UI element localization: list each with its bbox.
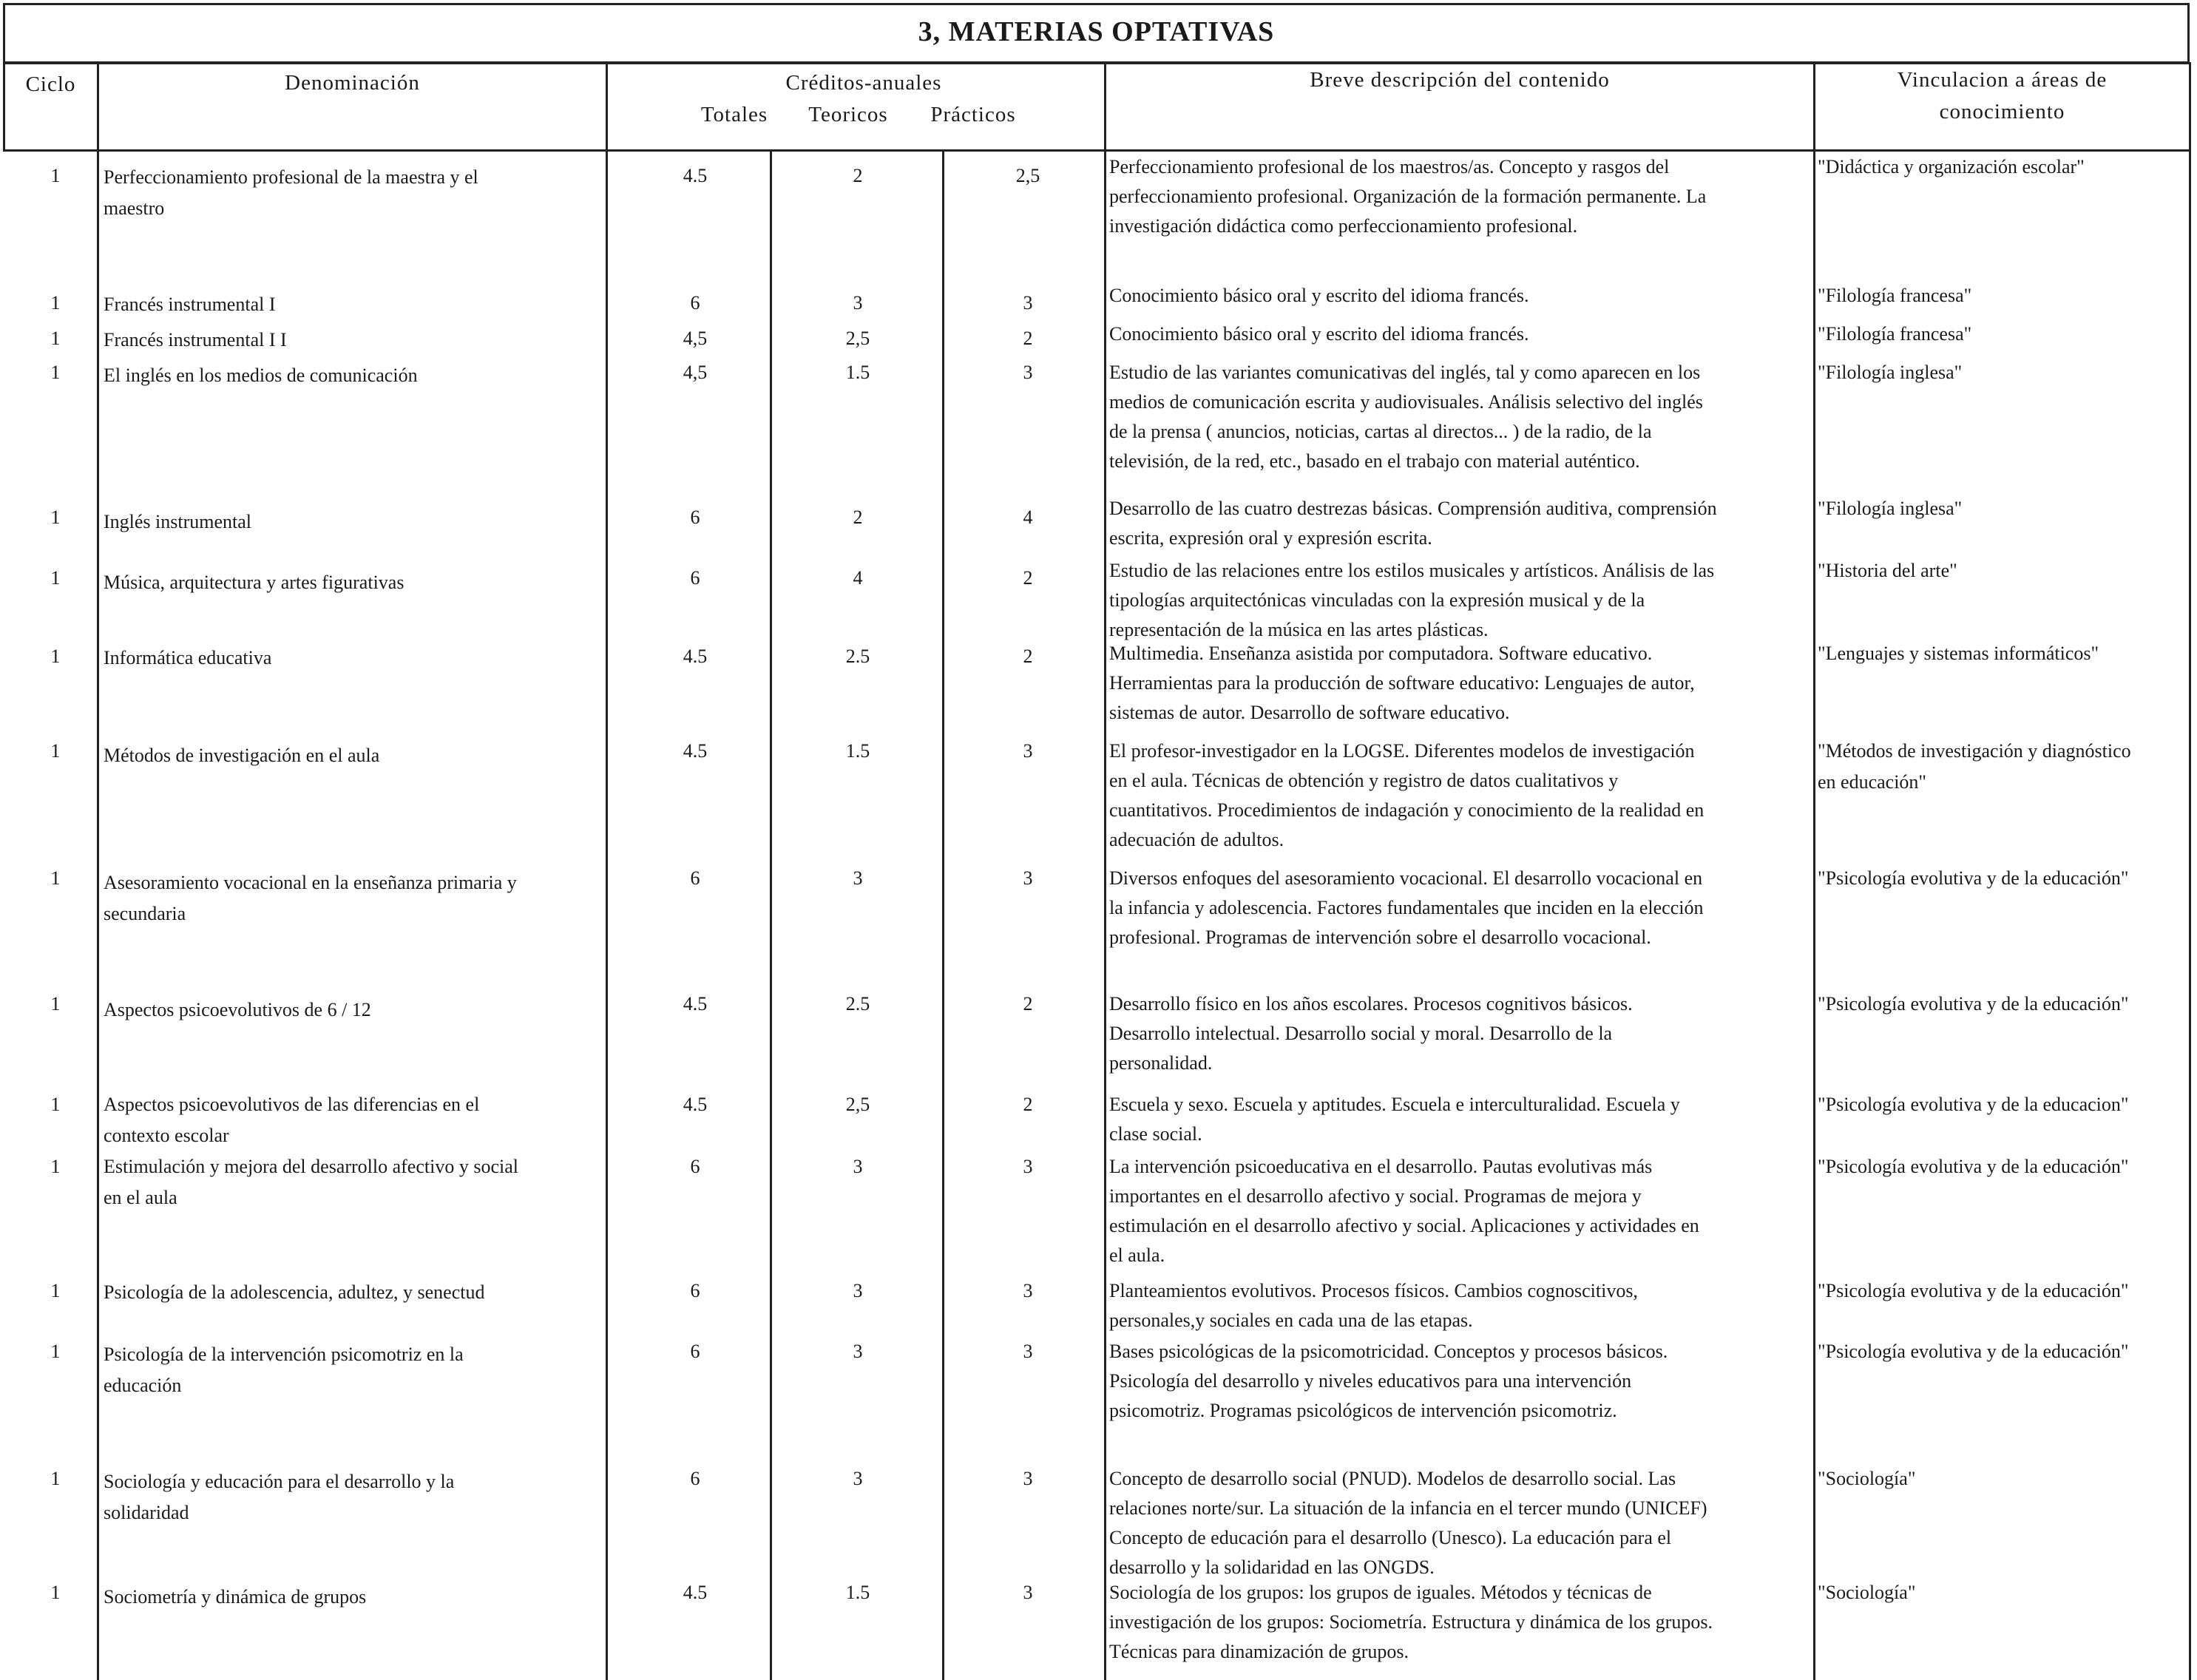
row-descripcion: El profesor-investigador en la LOGSE. Diferentes modelos de investigación [1109,740,1695,762]
row-denominacion: Sociometría y dinámica de grupos [104,1586,367,1608]
row-descripcion: psicomotriz. Programas psicológicos de intervención psicomotriz. [1109,1400,1617,1421]
row-descripcion: personales,y sociales en cada una de las etapas. [1109,1310,1473,1331]
row-descripcion: el aula. [1109,1244,1165,1266]
row-descripcion: representación de la música en las artes plásticas. [1109,619,1489,640]
row-practicos: 3 [1023,1280,1033,1301]
row-descripcion: cuantitativos. Procedimientos de indagación y conocimiento de la realidad en [1109,799,1705,821]
row-vinculacion: "Métodos de investigación y diagnóstico [1818,740,2131,762]
row-vinculacion: "Lenguajes y sistemas informáticos" [1818,643,2099,664]
row-descripcion: desarrollo y la solidaridad en las ONGDS. [1109,1557,1435,1578]
row-vinculacion: "Sociología" [1818,1468,1916,1489]
row-descripcion: Planteamientos evolutivos. Procesos físicos. Cambios cognoscitivos, [1109,1280,1638,1301]
row-teoricos: 2,5 [845,1094,870,1115]
totales-column-line [770,152,772,1680]
row-teoricos: 2,5 [845,328,870,349]
row-vinculacion: "Sociología" [1818,1582,1916,1603]
row-descripcion: adecuación de adultos. [1109,829,1284,850]
row-descripcion: de la prensa ( anuncios, noticias, cartas al directos... ) de la radio, de la [1109,421,1652,442]
title-box [3,3,2190,64]
row-ciclo: 1 [50,867,61,889]
row-practicos: 2 [1023,1094,1033,1115]
row-ciclo: 1 [50,328,61,349]
row-totales: 4.5 [683,1582,708,1603]
row-ciclo: 1 [50,362,61,383]
row-descripcion: en el aula. Técnicas de obtención y registro de datos cualitativos y [1109,770,1619,791]
ciclo-column-line [97,62,99,1680]
row-totales: 4.5 [683,1094,708,1115]
row-denominacion: Estimulación y mejora del desarrollo afectivo y social [104,1156,518,1177]
row-denominacion: Francés instrumental I [104,294,276,315]
row-practicos: 2 [1023,328,1033,349]
row-denominacion: contexto escolar [104,1125,229,1146]
row-descripcion: profesional. Programas de intervención sobre el desarrollo vocacional. [1109,927,1651,948]
row-totales: 6 [690,567,700,589]
row-vinculacion: "Psicología evolutiva y de la educación" [1818,993,2129,1015]
row-teoricos: 3 [853,1280,863,1301]
row-descripcion: personalidad. [1109,1052,1213,1074]
row-descripcion: Conocimiento básico oral y escrito del idioma francés. [1109,323,1529,345]
row-teoricos: 1.5 [845,1582,870,1603]
row-descripcion: la infancia y adolescencia. Factores fundamentales que inciden en la elección [1109,897,1704,918]
row-descripcion: Técnicas para dinamización de grupos. [1109,1641,1409,1662]
row-totales: 6 [690,292,700,314]
row-denominacion: Sociología y educación para el desarrollo y la [104,1471,455,1492]
row-practicos: 3 [1023,1582,1033,1603]
row-totales: 6 [690,1156,700,1177]
row-teoricos: 3 [853,292,863,314]
row-vinculacion: "Didáctica y organización escolar" [1818,156,2085,177]
header-descripcion: Breve descripción del contenido [1310,68,1610,92]
row-descripcion: clase social. [1109,1123,1202,1145]
row-ciclo: 1 [50,646,61,667]
row-teoricos: 3 [853,1341,863,1362]
row-descripcion: Estudio de las relaciones entre los estilos musicales y artísticos. Análisis de las [1109,560,1715,581]
row-descripcion: Desarrollo físico en los años escolares. Procesos cognitivos básicos. [1109,993,1633,1015]
row-denominacion: en el aula [104,1187,177,1208]
row-vinculacion: "Filología francesa" [1818,323,1972,345]
row-totales: 6 [690,507,700,528]
row-practicos: 3 [1023,1341,1033,1362]
row-totales: 4.5 [683,165,708,186]
row-vinculacion: "Psicología evolutiva y de la educación" [1818,1341,2129,1362]
row-totales: 4.5 [683,740,708,762]
header-denominacion: Denominación [285,71,420,95]
row-ciclo: 1 [50,993,61,1015]
header-ciclo: Ciclo [25,72,76,96]
row-vinculacion: en educación" [1818,771,1927,793]
row-descripcion: estimulación en el desarrollo afectivo y social. Aplicaciones y actividades en [1109,1215,1699,1236]
row-descripcion: investigación de los grupos: Sociometría. Estructura y dinámica de los grupos. [1109,1611,1713,1633]
header-totales: Totales [700,103,768,126]
row-descripcion: escrita, expresión oral y expresión escrita. [1109,527,1432,549]
row-practicos: 3 [1023,1156,1033,1177]
row-totales: 4,5 [683,362,708,383]
row-denominacion: Perfeccionamiento profesional de la maestra y el [104,166,478,188]
row-descripcion: Concepto de educación para el desarrollo (Unesco). La educación para el [1109,1527,1672,1548]
row-teoricos: 2.5 [845,646,870,667]
descripcion-column-line [1813,62,1815,1680]
row-totales: 6 [690,1341,700,1362]
row-ciclo: 1 [50,1341,61,1362]
row-totales: 6 [690,1280,700,1301]
row-vinculacion: "Psicología evolutiva y de la educación" [1818,1280,2129,1301]
denominacion-column-line [606,62,608,1680]
row-practicos: 3 [1023,867,1033,889]
row-descripcion: Psicología del desarrollo y niveles educativos para una intervención [1109,1370,1632,1392]
row-denominacion: Informática educativa [104,647,272,668]
row-descripcion: tipologías arquitectónicas vinculadas con la expresión musical y de la [1109,589,1645,611]
row-practicos: 2,5 [1015,165,1040,186]
row-ciclo: 1 [50,1094,61,1115]
row-denominacion: Aspectos psicoevolutivos de 6 / 12 [104,999,371,1020]
row-descripcion: perfeccionamiento profesional. Organización de la formación permanente. La [1109,186,1707,207]
row-denominacion: maestro [104,197,165,219]
row-totales: 4.5 [683,993,708,1015]
table-right-border [2189,62,2191,1680]
row-descripcion: Desarrollo de las cuatro destrezas básicas. Comprensión auditiva, comprensión [1109,498,1717,519]
row-descripcion: Desarrollo intelectual. Desarrollo social y moral. Desarrollo de la [1109,1023,1613,1044]
row-totales: 4.5 [683,646,708,667]
row-vinculacion: "Psicología evolutiva y de la educacion" [1818,1094,2129,1115]
row-vinculacion: "Filología francesa" [1818,285,1972,306]
row-denominacion: Aspectos psicoevolutivos de las diferencias en el [104,1094,480,1115]
row-totales: 6 [690,1468,700,1489]
row-denominacion: Inglés instrumental [104,511,252,532]
page-title: 3, MATERIAS OPTATIVAS [918,16,1275,47]
row-descripcion: relaciones norte/sur. La situación de la infancia en el tercer mundo (UNICEF) [1109,1497,1707,1519]
row-denominacion: Música, arquitectura y artes figurativas [104,572,404,593]
row-vinculacion: "Psicología evolutiva y de la educación" [1818,1156,2129,1177]
row-totales: 6 [690,867,700,889]
row-teoricos: 3 [853,1468,863,1489]
row-teoricos: 2 [853,165,863,186]
row-descripcion: La intervención psicoeducativa en el desarrollo. Pautas evolutivas más [1109,1156,1653,1177]
row-descripcion: importantes en el desarrollo afectivo y social. Programas de mejora y [1109,1185,1642,1207]
row-denominacion: Psicología de la adolescencia, adultez, y senectud [104,1281,485,1303]
row-teoricos: 1.5 [845,740,870,762]
row-practicos: 2 [1023,993,1033,1015]
header-vinculacion-line2: conocimiento [1939,100,2065,123]
row-practicos: 3 [1023,292,1033,314]
row-denominacion: Métodos de investigación en el aula [104,745,380,766]
row-denominacion: educación [104,1375,182,1396]
row-practicos: 4 [1023,507,1033,528]
row-ciclo: 1 [50,1156,61,1177]
row-descripcion: sistemas de autor. Desarrollo de software educativo. [1109,702,1510,723]
teoricos-column-line [942,152,944,1680]
row-ciclo: 1 [50,1280,61,1301]
row-ciclo: 1 [50,740,61,762]
row-teoricos: 3 [853,1156,863,1177]
row-descripcion: investigación didáctica como perfeccionamiento profesional. [1109,215,1578,237]
row-teoricos: 2.5 [845,993,870,1015]
header-teoricos: Teoricos [808,103,888,126]
row-descripcion: Bases psicológicas de la psicomotricidad. Conceptos y procesos básicos. [1109,1341,1668,1362]
row-descripcion: Sociología de los grupos: los grupos de iguales. Métodos y técnicas de [1109,1582,1652,1603]
row-vinculacion: "Historia del arte" [1818,560,1957,581]
row-practicos: 2 [1023,646,1033,667]
row-denominacion: Francés instrumental I I [104,329,287,350]
header-vinculacion-line1: Vinculacion a áreas de [1897,68,2108,92]
row-vinculacion: "Filología inglesa" [1818,362,1963,383]
row-practicos: 3 [1023,740,1033,762]
row-vinculacion: "Filología inglesa" [1818,498,1963,519]
header-practicos: Prácticos [930,103,1016,126]
row-descripcion: medios de comunicación escrita y audiovisuales. Análisis selectivo del inglés [1109,391,1703,413]
row-teoricos: 2 [853,507,863,528]
row-descripcion: Escuela y sexo. Escuela y aptitudes. Escuela e interculturalidad. Escuela y [1109,1094,1680,1115]
creditos-column-line [1104,62,1106,1680]
row-teoricos: 4 [853,567,863,589]
row-descripcion: Conocimiento básico oral y escrito del idioma francés. [1109,285,1529,306]
row-practicos: 3 [1023,362,1033,383]
row-practicos: 2 [1023,567,1033,589]
row-denominacion: solidaridad [104,1502,189,1523]
row-teoricos: 3 [853,867,863,889]
row-descripcion: Multimedia. Enseñanza asistida por computadora. Software educativo. [1109,643,1653,664]
row-practicos: 3 [1023,1468,1033,1489]
row-denominacion: El inglés en los medios de comunicación [104,365,418,386]
row-totales: 4,5 [683,328,708,349]
row-descripcion: televisión, de la red, etc., basado en el trabajo con material auténtico. [1109,450,1640,472]
row-ciclo: 1 [50,1468,61,1489]
row-ciclo: 1 [50,1582,61,1603]
row-ciclo: 1 [50,165,61,186]
row-denominacion: secundaria [104,903,186,924]
row-descripcion: Herramientas para la producción de software educativo: Lenguajes de autor, [1109,672,1695,694]
row-ciclo: 1 [50,567,61,589]
row-descripcion: Perfeccionamiento profesional de los maestros/as. Concepto y rasgos del [1109,156,1670,177]
row-descripcion: Diversos enfoques del asesoramiento vocacional. El desarrollo vocacional en [1109,867,1703,889]
header-top-line [3,62,2190,64]
header-bottom-line [3,149,2190,152]
row-descripcion: Estudio de las variantes comunicativas del inglés, tal y como aparecen en los [1109,362,1701,383]
row-denominacion: Asesoramiento vocacional en la enseñanza primaria y [104,872,517,893]
header-creditos: Créditos-anuales [785,71,942,95]
row-teoricos: 1.5 [845,362,870,383]
row-descripcion: Concepto de desarrollo social (PNUD). Modelos de desarrollo social. Las [1109,1468,1676,1489]
row-denominacion: Psicología de la intervención psicomotriz en la [104,1344,464,1365]
row-ciclo: 1 [50,292,61,314]
row-ciclo: 1 [50,507,61,528]
row-vinculacion: "Psicología evolutiva y de la educación" [1818,867,2129,889]
